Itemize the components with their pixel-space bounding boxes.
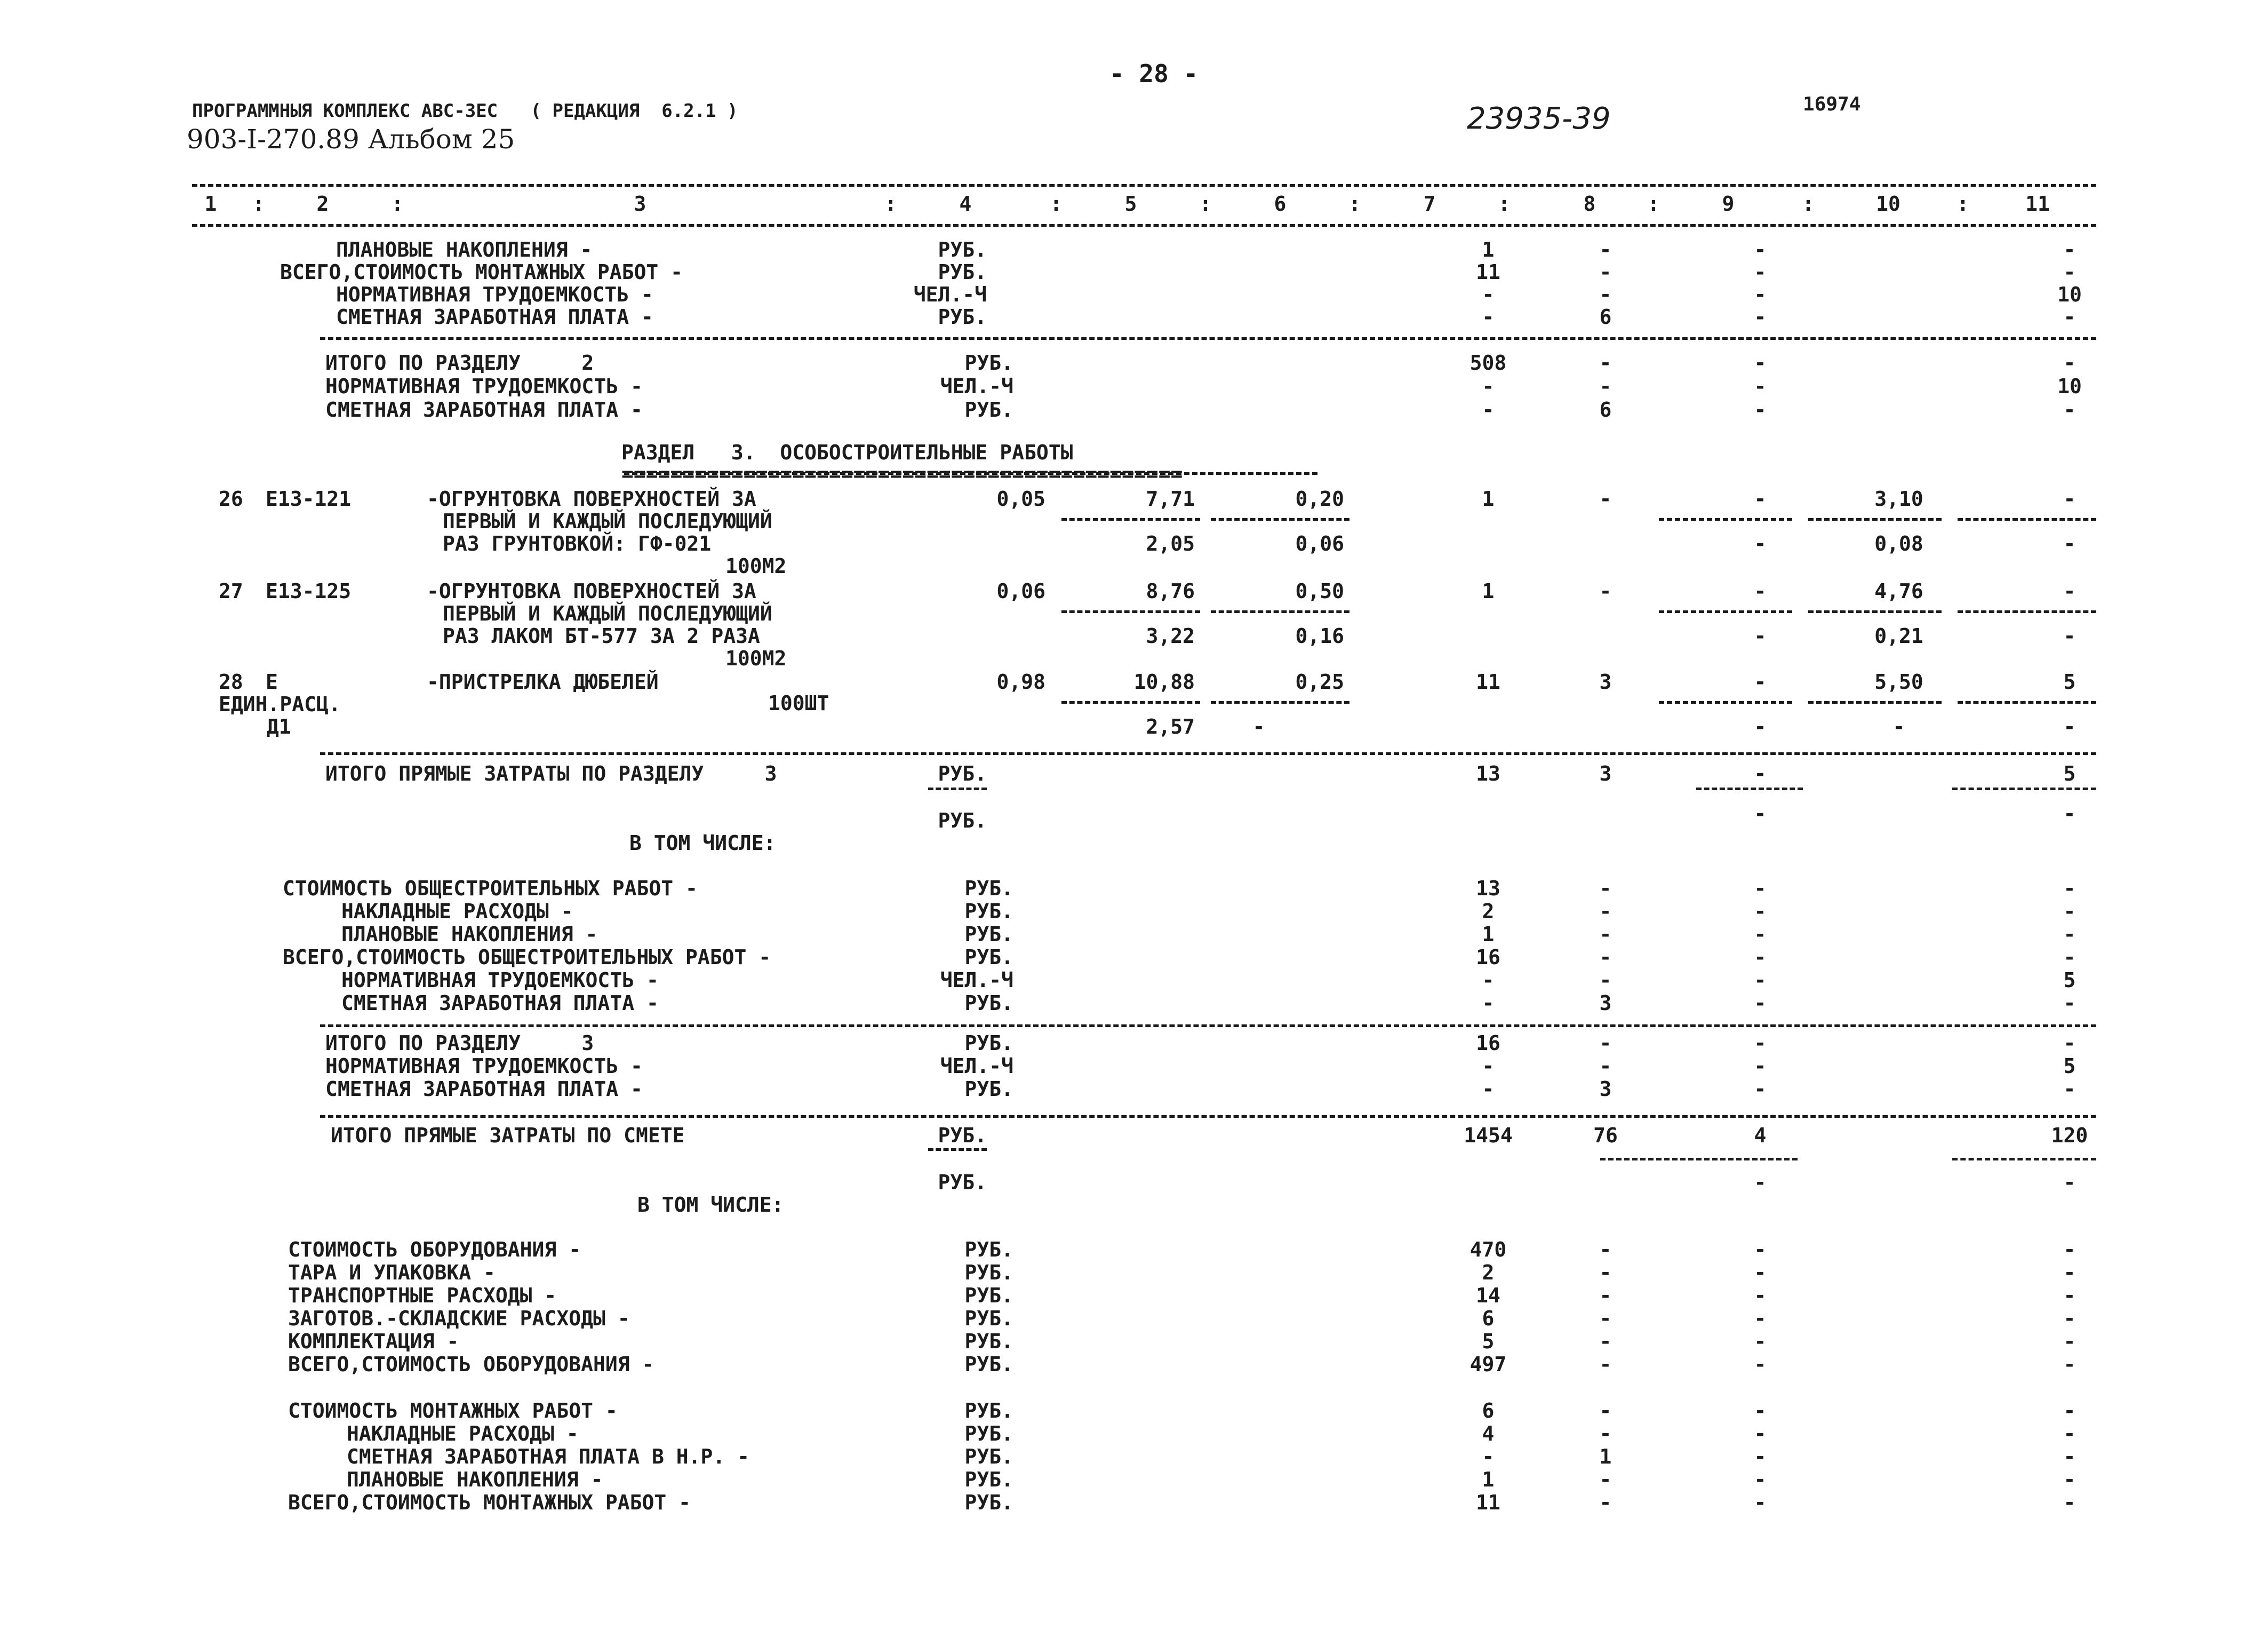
- col9-value: -: [1754, 945, 1767, 969]
- subtotal-rule: [1211, 610, 1349, 613]
- col8-value: -: [1599, 923, 1612, 946]
- col7-value: 508: [1470, 351, 1507, 375]
- col10-value: 5,50: [1874, 670, 1923, 694]
- col7-value: 5: [1482, 1330, 1495, 1353]
- col9-value: -: [1754, 762, 1767, 785]
- subtotal-rule: [1211, 518, 1349, 521]
- column-header-separator: :: [391, 192, 404, 216]
- col8-value: -: [1599, 1261, 1612, 1284]
- col7-value: -: [1482, 991, 1495, 1015]
- unit-label: РУБ.: [938, 762, 987, 785]
- col8-value: -: [1599, 1422, 1612, 1445]
- row-label: СМЕТНАЯ ЗАРАБОТНАЯ ПЛАТА -: [336, 305, 653, 329]
- column-header-separator: :: [1647, 192, 1660, 216]
- row-label: ИТОГО ПО РАЗДЕЛУ 2: [325, 351, 594, 375]
- col8-value: -: [1599, 900, 1612, 923]
- unit-label: РУБ.: [964, 398, 1013, 422]
- col8-value: -: [1599, 1468, 1612, 1491]
- unit-label: РУБ.: [964, 1353, 1013, 1376]
- column-header-2: 2: [316, 192, 329, 216]
- col11-value: -: [2063, 1171, 2076, 1194]
- col5-value: 7,71: [1146, 487, 1195, 511]
- row-label: СМЕТНАЯ ЗАРАБОТНАЯ ПЛАТА В Н.Р. -: [347, 1445, 749, 1468]
- unit-label: РУБ.: [938, 305, 987, 329]
- col8-value: -: [1599, 238, 1612, 261]
- col10-value: 0,08: [1874, 532, 1923, 555]
- row-label: ТАРА И УПАКОВКА -: [288, 1261, 496, 1284]
- col5-value: 10,88: [1133, 670, 1195, 694]
- col8-value: -: [1599, 351, 1612, 375]
- document-number: 23935-39: [1467, 101, 1611, 136]
- col9-value: -: [1754, 375, 1767, 398]
- item-code: Е: [266, 670, 278, 694]
- col7-value: 14: [1476, 1284, 1500, 1307]
- row-label: ПЛАНОВЫЕ НАКОПЛЕНИЯ -: [347, 1468, 603, 1491]
- col9-value: -: [1754, 624, 1767, 648]
- col6-value: 0,16: [1295, 624, 1344, 648]
- col7-value: 13: [1476, 877, 1500, 900]
- row-label: НОРМАТИВНАЯ ТРУДОЕМКОСТЬ -: [325, 375, 643, 398]
- col9-value: -: [1754, 1284, 1767, 1307]
- col7-value: -: [1482, 375, 1495, 398]
- subtotal-rule: [1061, 610, 1200, 613]
- section-title: РАЗДЕЛ 3. ОСОБОСТРОИТЕЛЬНЫЕ РАБОТЫ: [621, 441, 1073, 464]
- col9-value: -: [1754, 1238, 1767, 1261]
- row-label: СТОИМОСТЬ ОБЩЕСТРОИТЕЛЬНЫХ РАБОТ -: [283, 877, 698, 900]
- col11-value: -: [2063, 1284, 2076, 1307]
- col9-value: -: [1754, 579, 1767, 603]
- unit-rule: [928, 788, 987, 790]
- col7-value: -: [1482, 968, 1495, 992]
- col7-value: 6: [1482, 1399, 1495, 1422]
- col11-value: -: [2063, 532, 2076, 555]
- item-description: -ОГРУНТОВКА ПОВЕРХНОСТЕЙ ЗА: [427, 487, 756, 511]
- row-label: СМЕТНАЯ ЗАРАБОТНАЯ ПЛАТА -: [325, 398, 643, 422]
- col7-value: 1: [1482, 1468, 1495, 1491]
- col11-value: 10: [2057, 375, 2082, 398]
- item-description: -ОГРУНТОВКА ПОВЕРХНОСТЕЙ ЗА: [427, 579, 756, 603]
- row-label: КОМПЛЕКТАЦИЯ -: [288, 1330, 459, 1353]
- col11-value: 5: [2063, 1054, 2076, 1078]
- col7-value: 11: [1476, 260, 1500, 284]
- col8-value: 76: [1593, 1124, 1618, 1147]
- col8-value: -: [1599, 1353, 1612, 1376]
- row-label: ТРАНСПОРТНЫЕ РАСХОДЫ -: [288, 1284, 557, 1307]
- col7-value: 1: [1482, 238, 1495, 261]
- col5-value: 2,05: [1146, 532, 1195, 555]
- col9-value: -: [1754, 991, 1767, 1015]
- col8-value: -: [1599, 1307, 1612, 1330]
- col7-value: 11: [1476, 1491, 1500, 1514]
- col11-value: -: [2063, 1238, 2076, 1261]
- col8-value: -: [1599, 1330, 1612, 1353]
- col5-value: 2,57: [1146, 715, 1195, 738]
- subtotal-rule: [1808, 701, 1942, 704]
- col7-value: 11: [1476, 670, 1500, 694]
- col11-rule: [1952, 788, 2096, 790]
- col11-value: 5: [2063, 762, 2076, 785]
- col9-value: 4: [1754, 1124, 1767, 1147]
- col6-value: 0,20: [1295, 487, 1344, 511]
- col9-value: -: [1754, 1445, 1767, 1468]
- column-header-separator: :: [884, 192, 897, 216]
- col9-value: -: [1754, 398, 1767, 422]
- row-label: ИТОГО ПРЯМЫЕ ЗАТРАТЫ ПО РАЗДЕЛУ 3: [325, 762, 777, 785]
- col11-value: -: [2063, 1353, 2076, 1376]
- column-header-4: 4: [959, 192, 972, 216]
- col7-value: -: [1482, 305, 1495, 329]
- item-number: 27: [219, 579, 243, 603]
- section-double-rule: [624, 472, 1317, 475]
- col11-value: -: [2063, 398, 2076, 422]
- col9-value: -: [1754, 1468, 1767, 1491]
- col9-value: -: [1754, 351, 1767, 375]
- row-label: СМЕТНАЯ ЗАРАБОТНАЯ ПЛАТА -: [341, 991, 659, 1015]
- row-label: ПЛАНОВЫЕ НАКОПЛЕНИЯ -: [341, 923, 598, 946]
- header-top-rule: [192, 184, 2096, 187]
- col9-value: -: [1754, 1491, 1767, 1514]
- column-header-5: 5: [1124, 192, 1137, 216]
- item-unit: 100М2: [725, 554, 787, 578]
- unit-label: РУБ.: [964, 1330, 1013, 1353]
- col8-value: -: [1599, 579, 1612, 603]
- unit-label: РУБ.: [964, 1077, 1013, 1101]
- col11-value: -: [2063, 1445, 2076, 1468]
- col9-rule: [1696, 788, 1803, 790]
- subtotal-rule: [1061, 518, 1200, 521]
- item-number: 28: [219, 670, 243, 694]
- row-label: СМЕТНАЯ ЗАРАБОТНАЯ ПЛАТА -: [325, 1077, 643, 1101]
- col8-value: -: [1599, 945, 1612, 969]
- col7-value: 2: [1482, 900, 1495, 923]
- col7-value: -: [1482, 283, 1495, 306]
- col4-value: 0,05: [996, 487, 1045, 511]
- unit-label: РУБ.: [964, 923, 1013, 946]
- column-header-6: 6: [1274, 192, 1287, 216]
- column-header-7: 7: [1423, 192, 1436, 216]
- row-label: НОРМАТИВНАЯ ТРУДОЕМКОСТЬ -: [341, 968, 659, 992]
- col8-value: -: [1599, 877, 1612, 900]
- col11-value: -: [2063, 802, 2076, 825]
- col4-value: 0,98: [996, 670, 1045, 694]
- col8-value: -: [1599, 1491, 1612, 1514]
- column-header-separator: :: [1348, 192, 1361, 216]
- item-unit: 100ШТ: [768, 691, 829, 715]
- unit-label: РУБ.: [938, 260, 987, 284]
- col9-value: -: [1754, 1054, 1767, 1078]
- unit-label: РУБ.: [964, 1261, 1013, 1284]
- subtotal-rule: [1808, 518, 1942, 521]
- unit-label: РУБ.: [938, 238, 987, 261]
- row-label: ВСЕГО,СТОИМОСТЬ МОНТАЖНЫХ РАБОТ -: [280, 260, 683, 284]
- unit-label: ЧЕЛ.-Ч: [940, 968, 1013, 992]
- col9-value: -: [1754, 1399, 1767, 1422]
- unit-label: РУБ.: [964, 1491, 1013, 1514]
- row-label: ИТОГО ПО РАЗДЕЛУ 3: [325, 1031, 594, 1055]
- unit-label: РУБ.: [964, 945, 1013, 969]
- item-code-line2: ЕДИН.РАСЦ.: [219, 693, 341, 716]
- unit-label: РУБ.: [964, 877, 1013, 900]
- col11-value: -: [2063, 1307, 2076, 1330]
- program-line: ПРОГРАММНЫЯ КОМПЛЕКС АВС-3ЕС ( РЕДАКЦИЯ 6.2.1 ): [192, 100, 738, 122]
- col7-value: 4: [1482, 1422, 1495, 1445]
- col9-value: -: [1754, 877, 1767, 900]
- column-header-8: 8: [1583, 192, 1596, 216]
- unit-label: РУБ.: [964, 1422, 1013, 1445]
- col11-value: -: [2063, 1031, 2076, 1055]
- col8-value: 1: [1599, 1445, 1612, 1468]
- col8-value: -: [1599, 1284, 1612, 1307]
- col9-value: -: [1754, 1077, 1767, 1101]
- col9-value: -: [1754, 260, 1767, 284]
- col7-value: -: [1482, 1445, 1495, 1468]
- unit-label: РУБ.: [938, 1171, 987, 1194]
- col11-value: -: [2063, 1422, 2076, 1445]
- col7-value: -: [1482, 1054, 1495, 1078]
- including-label: В ТОМ ЧИСЛЕ:: [629, 831, 776, 855]
- direct-costs-rule: [320, 752, 2096, 755]
- col6-value: -: [1252, 715, 1265, 738]
- subtotal-rule: [1958, 610, 2096, 613]
- col7-value: 1454: [1464, 1124, 1513, 1147]
- row-label: НАКЛАДНЫЕ РАСХОДЫ -: [341, 900, 573, 923]
- column-header-separator: :: [1802, 192, 1815, 216]
- col11-value: -: [2063, 1491, 2076, 1514]
- item-description: ПЕРВЫЙ И КАЖДЫЙ ПОСЛЕДУЮЩИЙ: [443, 602, 772, 625]
- col9-value: -: [1754, 1171, 1767, 1194]
- row-label: НАКЛАДНЫЕ РАСХОДЫ -: [347, 1422, 579, 1445]
- column-header-1: 1: [204, 192, 217, 216]
- col11-value: 5: [2063, 968, 2076, 992]
- col9-value: -: [1754, 283, 1767, 306]
- col11-value: -: [2063, 900, 2076, 923]
- row-label: ВСЕГО,СТОИМОСТЬ ОБОРУДОВАНИЯ -: [288, 1353, 654, 1376]
- col9-value: -: [1754, 305, 1767, 329]
- unit-label: РУБ.: [964, 1399, 1013, 1422]
- col7-value: 16: [1476, 945, 1500, 969]
- col11-value: -: [2063, 877, 2076, 900]
- including-label: В ТОМ ЧИСЛЕ:: [637, 1193, 784, 1216]
- subtotal-rule: [1958, 701, 2096, 704]
- col7-value: 1: [1482, 579, 1495, 603]
- col8-value: 3: [1599, 670, 1612, 694]
- col8-value: -: [1599, 283, 1612, 306]
- col8-value: -: [1599, 1399, 1612, 1422]
- unit-label: ЧЕЛ.-Ч: [913, 283, 987, 306]
- col8-value: -: [1599, 1054, 1612, 1078]
- col9-value: -: [1754, 715, 1767, 738]
- col8-value: 3: [1599, 762, 1612, 785]
- col6-value: 0,06: [1295, 532, 1344, 555]
- col9-value: -: [1754, 1422, 1767, 1445]
- unit-label: РУБ.: [964, 351, 1013, 375]
- col6-value: 0,50: [1295, 579, 1344, 603]
- col11-value: -: [2063, 487, 2076, 511]
- item-description: РАЗ ЛАКОМ БТ-577 ЗА 2 РАЗА: [443, 624, 760, 648]
- col11-value: 10: [2057, 283, 2082, 306]
- col10-value: 4,76: [1874, 579, 1923, 603]
- col7-value: 1: [1482, 923, 1495, 946]
- subtotal-rule: [1659, 610, 1792, 613]
- row-label: СТОИМОСТЬ МОНТАЖНЫХ РАБОТ -: [288, 1399, 618, 1422]
- subtotal-rule: [1659, 701, 1792, 704]
- column-header-9: 9: [1722, 192, 1735, 216]
- album-reference: 903-I-270.89 Альбом 25: [187, 124, 515, 155]
- section-underline: ==============================================: [621, 462, 1183, 486]
- col10-value: 0,21: [1874, 624, 1923, 648]
- unit-label: РУБ.: [964, 900, 1013, 923]
- col8-value: -: [1599, 375, 1612, 398]
- unit-label: РУБ.: [964, 1307, 1013, 1330]
- unit-label: РУБ.: [964, 1445, 1013, 1468]
- col9-value: -: [1754, 238, 1767, 261]
- unit-rule: [928, 1148, 987, 1151]
- col11-value: -: [2063, 238, 2076, 261]
- column-header-10: 10: [1876, 192, 1900, 216]
- col9-value: -: [1754, 487, 1767, 511]
- column-header-11: 11: [2025, 192, 2050, 216]
- row-label: ЗАГОТОВ.-СКЛАДСКИЕ РАСХОДЫ -: [288, 1307, 630, 1330]
- col8-value: 3: [1599, 991, 1612, 1015]
- unit-label: РУБ.: [964, 991, 1013, 1015]
- col9-value: -: [1754, 1261, 1767, 1284]
- col11-value: -: [2063, 624, 2076, 648]
- col11-value: -: [2063, 351, 2076, 375]
- col11-value: -: [2063, 1468, 2076, 1491]
- col11-value: -: [2063, 1261, 2076, 1284]
- unit-label: РУБ.: [964, 1468, 1013, 1491]
- item-description: ПЕРВЫЙ И КАЖДЫЙ ПОСЛЕДУЮЩИЙ: [443, 510, 772, 533]
- unit-label: РУБ.: [964, 1031, 1013, 1055]
- row-label: НОРМАТИВНАЯ ТРУДОЕМКОСТЬ -: [325, 1054, 643, 1078]
- col9-value: -: [1754, 532, 1767, 555]
- unit-label: РУБ.: [938, 809, 987, 832]
- col8-value: -: [1599, 1238, 1612, 1261]
- column-header-separator: :: [252, 192, 265, 216]
- col11-value: 5: [2063, 670, 2076, 694]
- subtotal-rule: [1958, 518, 2096, 521]
- col7-value: 16: [1476, 1031, 1500, 1055]
- row-label: ИТОГО ПРЯМЫЕ ЗАТРАТЫ ПО СМЕТЕ: [331, 1124, 685, 1147]
- row-label: НОРМАТИВНАЯ ТРУДОЕМКОСТЬ -: [336, 283, 653, 306]
- section3-total-rule: [320, 1024, 2096, 1027]
- unit-label: ЧЕЛ.-Ч: [940, 375, 1013, 398]
- col8-value: 6: [1599, 398, 1612, 422]
- col9-value: -: [1754, 1353, 1767, 1376]
- subtotal-rule: [1659, 518, 1792, 521]
- column-header-separator: :: [1956, 192, 1969, 216]
- col8-value: -: [1599, 968, 1612, 992]
- section2-total-rule: [320, 337, 2096, 340]
- col11-value: -: [2063, 260, 2076, 284]
- column-header-separator: :: [1199, 192, 1212, 216]
- item-code: Е13-121: [266, 487, 352, 511]
- col7-value: -: [1482, 398, 1495, 422]
- col10-value: -: [1892, 715, 1905, 738]
- col9-value: -: [1754, 923, 1767, 946]
- row-label: СТОИМОСТЬ ОБОРУДОВАНИЯ -: [288, 1238, 581, 1261]
- column-header-3: 3: [634, 192, 646, 216]
- col6-value: 0,25: [1295, 670, 1344, 694]
- row-label: ВСЕГО,СТОИМОСТЬ МОНТАЖНЫХ РАБОТ -: [288, 1491, 691, 1514]
- col10-value: 3,10: [1874, 487, 1923, 511]
- col11-value: -: [2063, 1077, 2076, 1101]
- col9-rule: [1600, 1158, 1798, 1160]
- item-description: РАЗ ГРУНТОВКОЙ: ГФ-021: [443, 532, 712, 555]
- col8-value: -: [1599, 1031, 1612, 1055]
- col11-value: -: [2063, 1399, 2076, 1422]
- item-number: 26: [219, 487, 243, 511]
- col4-value: 0,06: [996, 579, 1045, 603]
- item-code: Е13-125: [266, 579, 352, 603]
- col8-value: 6: [1599, 305, 1612, 329]
- col7-value: 13: [1476, 762, 1500, 785]
- col11-value: -: [2063, 991, 2076, 1015]
- col11-value: -: [2063, 715, 2076, 738]
- column-header-separator: :: [1498, 192, 1511, 216]
- unit-label: РУБ.: [964, 1284, 1013, 1307]
- item-description: -ПРИСТРЕЛКА ДЮБЕЛЕЙ: [427, 670, 659, 694]
- header-bottom-rule: [192, 224, 2096, 227]
- subtotal-rule: [1808, 610, 1942, 613]
- col9-value: -: [1754, 1031, 1767, 1055]
- col7-value: 1: [1482, 487, 1495, 511]
- col11-value: -: [2063, 579, 2076, 603]
- row-label: ВСЕГО,СТОИМОСТЬ ОБЩЕСТРОИТЕЛЬНЫХ РАБОТ -: [283, 945, 771, 969]
- col11-value: -: [2063, 945, 2076, 969]
- col5-value: 3,22: [1146, 624, 1195, 648]
- col7-value: 2: [1482, 1261, 1495, 1284]
- col7-value: 6: [1482, 1307, 1495, 1330]
- unit-label: ЧЕЛ.-Ч: [940, 1054, 1013, 1078]
- col11-value: -: [2063, 923, 2076, 946]
- item-unit: 100М2: [725, 647, 787, 670]
- col11-value: 120: [2051, 1124, 2088, 1147]
- col11-value: -: [2063, 1330, 2076, 1353]
- estimate-rule: [320, 1115, 2096, 1118]
- subtotal-rule: [1211, 701, 1349, 704]
- col7-value: 470: [1470, 1238, 1507, 1261]
- unit-label: РУБ.: [938, 1124, 987, 1147]
- col8-value: -: [1599, 487, 1612, 511]
- col9-value: -: [1754, 670, 1767, 694]
- col9-value: -: [1754, 1330, 1767, 1353]
- sheet-code: 16974: [1803, 93, 1861, 115]
- col9-value: -: [1754, 900, 1767, 923]
- row-label: ПЛАНОВЫЕ НАКОПЛЕНИЯ -: [336, 238, 593, 261]
- subtotal-rule: [1061, 701, 1200, 704]
- column-header-separator: :: [1050, 192, 1063, 216]
- col7-value: 497: [1470, 1353, 1507, 1376]
- col8-value: -: [1599, 260, 1612, 284]
- page-number: - 28 -: [1109, 59, 1199, 88]
- col11-rule: [1952, 1158, 2096, 1160]
- col9-value: -: [1754, 968, 1767, 992]
- col9-value: -: [1754, 1307, 1767, 1330]
- item-code-line3: Д1: [267, 715, 291, 738]
- col7-value: -: [1482, 1077, 1495, 1101]
- col8-value: 3: [1599, 1077, 1612, 1101]
- col9-value: -: [1754, 802, 1767, 825]
- unit-label: РУБ.: [964, 1238, 1013, 1261]
- col5-value: 8,76: [1146, 579, 1195, 603]
- col11-value: -: [2063, 305, 2076, 329]
